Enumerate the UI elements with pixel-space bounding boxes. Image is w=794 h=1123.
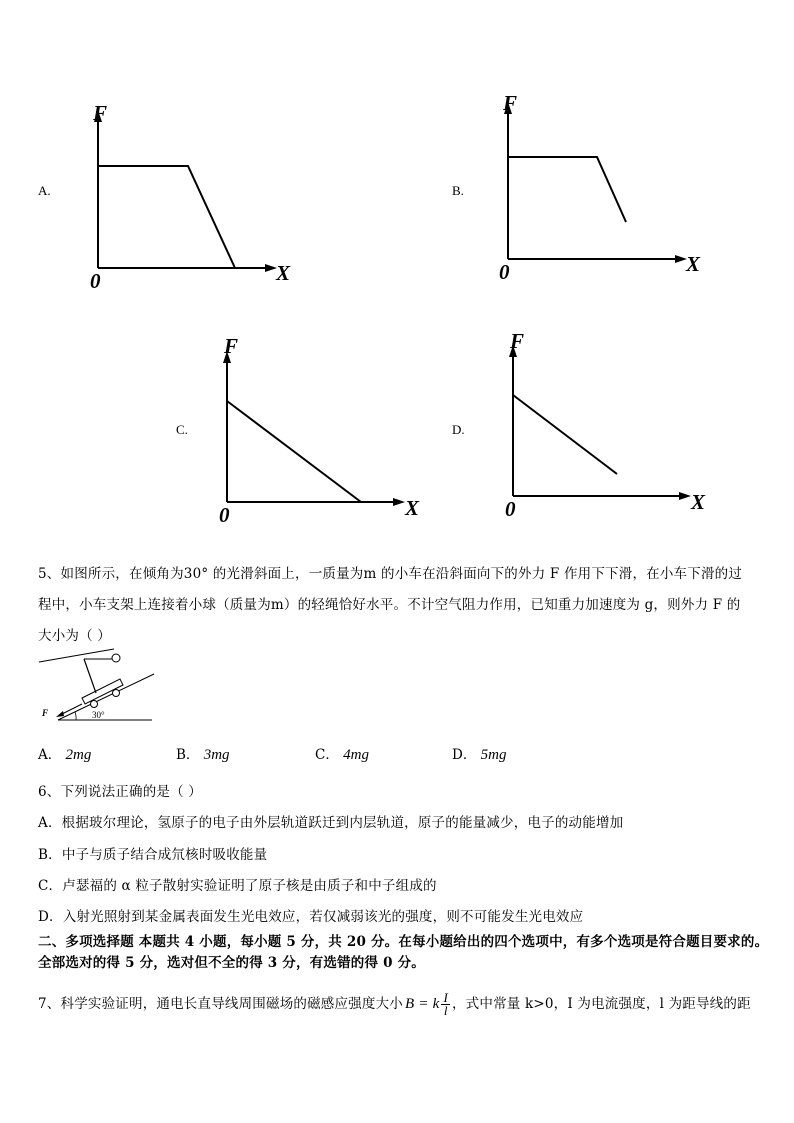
q7-formula-lhs: B = k (405, 996, 440, 1012)
q5-option-d-value: 5mg (480, 747, 507, 763)
q5-stem-line-2: 程中，小车支架上连接着小球（质量为m）的轻绳恰好水平。不计空气阻力作用，已知重力加速度为 g，则外力 F 的 (38, 597, 741, 613)
cart-wheel-right (113, 690, 120, 697)
q5-option-c (315, 743, 369, 764)
graph-d (0, 0, 794, 540)
option-label-c: C. (176, 422, 188, 437)
origin-label: 0 (219, 503, 230, 527)
q5-option-c-label: C． (315, 747, 339, 763)
incline-figure (36, 646, 156, 722)
option-label-a: A. (38, 183, 51, 198)
q5-option-b-label: B． (176, 747, 200, 763)
force-label: F (42, 708, 49, 718)
y-axis-label: F (224, 334, 239, 358)
y-axis-label: F (503, 91, 518, 115)
q5-option-b (176, 743, 230, 764)
x-axis-label: X (691, 490, 706, 514)
q5-option-c-value: 4mg (343, 747, 369, 763)
option-label-b: B. (452, 183, 464, 198)
section2-heading-line-1: 二、多项选择题 本题共 4 小题，每小题 5 分，共 20 分。在每小题给出的四个选项中，有多个选项是符合题目要求的。 (38, 934, 769, 950)
q7-formula-denominator: l (443, 1003, 448, 1018)
q6-stem: 6、下列说法正确的是（ ） (38, 784, 202, 800)
y-axis-label: F (510, 329, 525, 353)
origin-label: 0 (499, 260, 510, 284)
x-axis-label: X (686, 252, 701, 276)
angle-arc (75, 712, 76, 720)
cart-wheel-left (91, 701, 98, 708)
q7-text-part-1: 7、科学实验证明，通电长直导线周围磁场的磁感应强度大小 (38, 996, 403, 1012)
q5-stem-line-1: 5、如图所示，在倾角为30° 的光滑斜面上，一质量为m 的小车在沿斜面向下的外力 F 作用下下滑，在小车下滑的过 (38, 566, 743, 582)
q5-option-a-label: A． (38, 747, 62, 763)
x-axis-label: X (405, 496, 420, 520)
option-label-d: D. (452, 422, 465, 437)
q6-option-a: A．根据玻尔理论，氢原子的电子由外层轨道跃迁到内层轨道，原子的能量减少，电子的动能增加 (38, 815, 624, 831)
x-axis-label: X (276, 261, 291, 285)
incline-plane (58, 674, 154, 720)
q7-formula-fraction (441, 992, 450, 1017)
q6-option-b: B．中子与质子结合成氘核时吸收能量 (38, 847, 268, 863)
origin-label: 0 (90, 269, 101, 293)
q5-option-b-value: 3mg (203, 747, 230, 763)
q5-stem-line-3: 大小为（ ） (38, 628, 111, 644)
q7-stem (38, 992, 751, 1017)
q6-option-d: D．入射光照射到某金属表面发生光电效应，若仅减弱该光的强度，则不可能发生光电效应 (38, 909, 584, 925)
q5-option-a (38, 743, 91, 764)
x-axis-arrow (679, 492, 691, 500)
y-axis-label: F (93, 101, 108, 125)
q7-text-part-2: ，式中常量 k>0，I 为电流强度，l 为距导线的距 (451, 996, 751, 1012)
q7-formula-numerator: I (443, 990, 448, 1005)
origin-label: 0 (505, 497, 516, 521)
upper-line (39, 649, 114, 662)
section2-heading-line-2: 全部选对的得 5 分，选对但不全的得 3 分，有选错的得 0 分。 (38, 955, 425, 971)
angle-label: 30° (92, 710, 105, 720)
cart-support-rod (84, 659, 96, 693)
force-curve (513, 395, 617, 474)
q6-option-c: C．卢瑟福的 α 粒子散射实验证明了原子核是由质子和中子组成的 (38, 878, 437, 894)
force-arrow-head (56, 711, 64, 717)
ball (112, 654, 120, 662)
q5-option-d-label: D． (452, 747, 477, 763)
q5-option-a-value: 2mg (65, 747, 92, 763)
q5-option-d (452, 743, 506, 764)
